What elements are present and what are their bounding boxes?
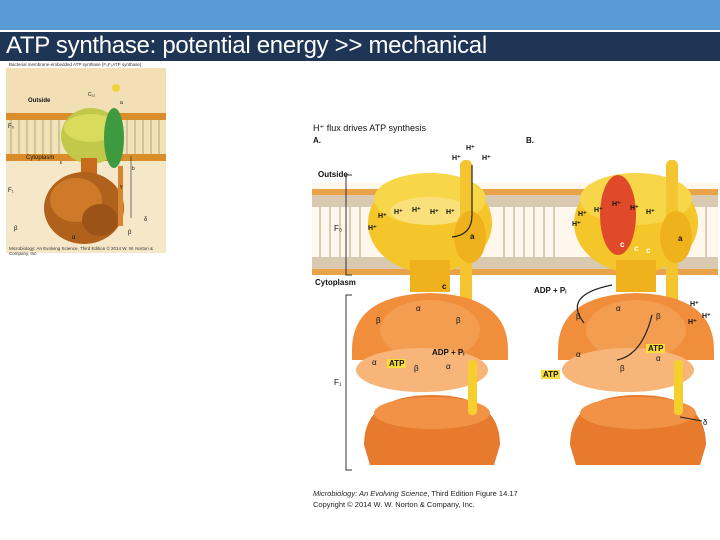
left-label-alpha: α [72, 235, 76, 241]
left-figure-credit: Microbiology: An Evolving Science, Third Edition © 2014 W. W. Norton & Company, Inc. [9, 246, 154, 256]
h-plus-b6: H⁺ [572, 221, 581, 228]
beta-b2: β [656, 312, 661, 321]
beta-b3: β [620, 364, 625, 373]
left-label-cytoplasm: Cytoplasm [26, 155, 55, 161]
c-b2: c [634, 244, 639, 253]
alpha-a3: α [446, 362, 451, 371]
beta-b1: β [576, 312, 581, 321]
h-plus-a6: H⁺ [412, 207, 421, 214]
h-plus-a8: H⁺ [446, 209, 455, 216]
right-figure-credit [313, 488, 518, 510]
alpha-b3: α [656, 354, 661, 363]
left-figure-header: Bacterial membrane-embedded ATP synthase (F₀F₁ATP synthase) [9, 62, 142, 67]
c-b3: c [646, 246, 651, 255]
alpha-a1: α [416, 304, 421, 313]
credit-book-title: Microbiology: An Evolving Science [313, 489, 428, 498]
panel-b-label: B. [526, 136, 534, 145]
h-plus-b3: H⁺ [630, 205, 639, 212]
right-label-c-panel-a: c [442, 282, 447, 291]
alpha-b1: α [616, 304, 621, 313]
right-label-a-panel-a: a [470, 232, 475, 241]
adp-pi-panel-a: ADP + Pᵢ [432, 348, 465, 357]
atp-panel-b-bottom: ATP [543, 370, 559, 379]
panel-a-label: A. [313, 136, 321, 145]
left-label-f1: F₁ [8, 188, 14, 194]
right-figure-heading: H⁺ flux drives ATP synthesis [313, 123, 426, 133]
right-label-f1: F₁ [334, 378, 342, 387]
right-label-fo: F₀ [334, 224, 343, 233]
left-label-b: b [132, 166, 135, 172]
h-plus-b8: H⁺ [702, 313, 711, 320]
right-label-outside: Outside [318, 170, 348, 179]
credit-copyright: Copyright © 2014 W. W. Norton & Company, Inc. [313, 500, 475, 509]
h-plus-a7: H⁺ [430, 209, 439, 216]
h-plus-b5: H⁺ [646, 209, 655, 216]
h-plus-b1: H⁺ [612, 201, 621, 208]
delta-label: δ [703, 418, 708, 427]
h-plus-a3: H⁺ [482, 155, 491, 162]
beta-a2: β [456, 316, 461, 325]
h-plus-b4: H⁺ [578, 211, 587, 218]
h-plus-a9: H⁺ [368, 225, 377, 232]
slide-title: ATP synthase: potential energy >> mechanical [6, 32, 487, 59]
h-plus-b2: H⁺ [594, 207, 603, 214]
h-plus-a5: H⁺ [394, 209, 403, 216]
atp-panel-b-top: ATP [648, 344, 664, 353]
alpha-b2: α [576, 350, 581, 359]
h-plus-a2: H⁺ [452, 155, 461, 162]
left-label-beta-right: β [128, 230, 132, 236]
top-accent-bar [0, 0, 720, 30]
h-plus-a4: H⁺ [378, 213, 387, 220]
adp-pi-panel-b: ADP + Pᵢ [534, 286, 567, 295]
atp-panel-a: ATP [389, 359, 405, 368]
left-label-beta-left: β [14, 226, 18, 232]
h-plus-b9: H⁺ [688, 319, 697, 326]
left-label-a: a [120, 100, 123, 106]
left-label-fo: F₀ [8, 124, 15, 130]
h-plus-b7: H⁺ [690, 301, 699, 308]
left-label-delta: δ [144, 217, 148, 223]
h-plus-a1: H⁺ [466, 145, 475, 152]
beta-a1: β [376, 316, 381, 325]
right-label-a-panel-b: a [678, 234, 683, 243]
alpha-a2: α [372, 358, 377, 367]
c-b1: c [620, 240, 625, 249]
credit-edition-figure: , Third Edition Figure 14.17 [427, 489, 518, 498]
beta-a3: β [414, 364, 419, 373]
left-label-epsilon: ε [60, 160, 63, 166]
left-label-gamma: γ [120, 184, 123, 190]
left-label-outside: Outside [28, 98, 51, 104]
right-label-cytoplasm: Cytoplasm [315, 278, 356, 287]
left-label-c12: C₁₂ [88, 92, 96, 98]
